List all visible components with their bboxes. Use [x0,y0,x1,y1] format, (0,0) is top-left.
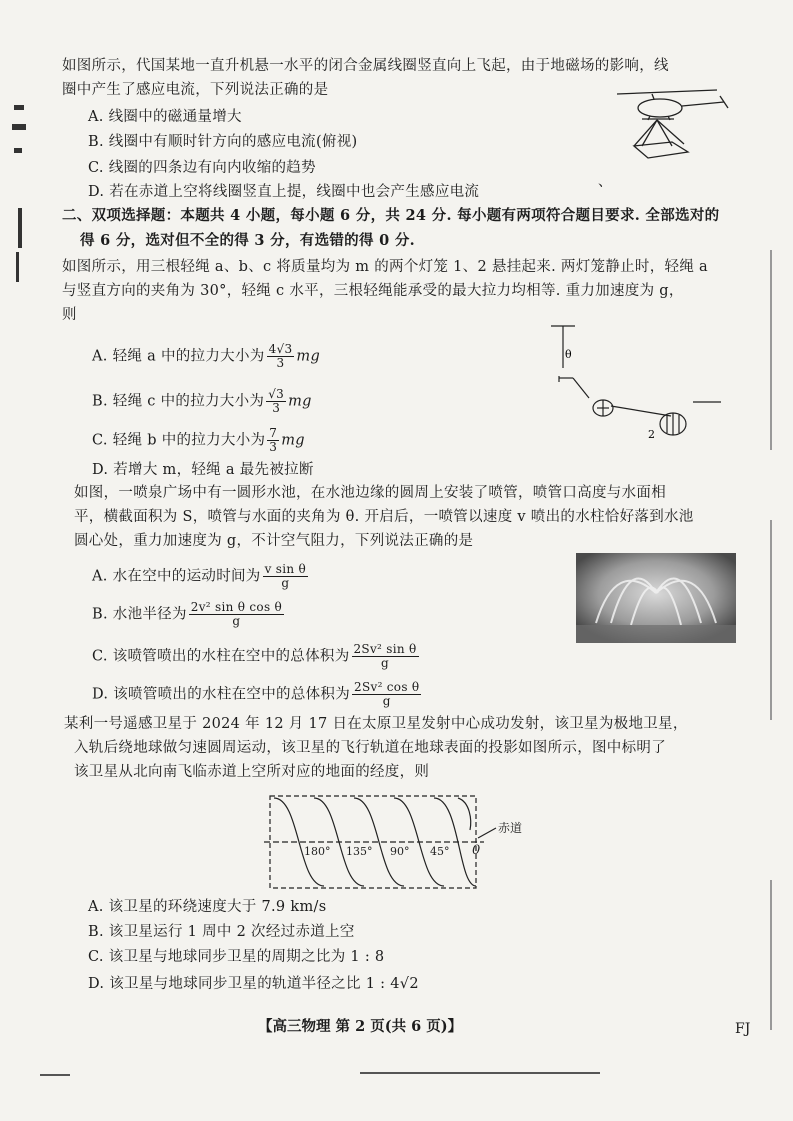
scan-mark [14,148,22,153]
q-fountain-option-b-text: B. 水池半径为 [92,606,187,623]
scan-mark [18,208,22,248]
q-lantern-option-d: D. 若增大 m，轻绳 a 最先被拉断 [92,462,314,478]
bottom-rule [360,1072,600,1074]
ground-track-label-90: 90° [390,845,410,858]
fraction-numerator: 4√3 [268,342,293,356]
fraction-numerator: 2Sv² sin θ [353,642,417,656]
fountain-photo [576,553,736,643]
fraction-denominator: 3 [269,440,278,454]
fraction [352,681,421,708]
ground-track-label-180: 180° [304,845,331,858]
q-lantern-option-a [92,343,320,370]
q-satellite-option-b: B. 该卫星运行 1 周中 2 次经过赤道上空 [88,924,355,940]
section2-header-line1: 二、双项选择题：本题共 4 小题，每小题 6 分，共 24 分. 每小题有两项符合题目要求. 全部选对的 [62,207,720,224]
fraction [267,427,279,454]
scan-mark [770,880,772,1030]
q-fountain-stem-line1: 如图，一喷泉广场中有一圆形水池，在水池边缘的圆周上安装了喷管，喷管口高度与水面相 [74,485,666,501]
q-lantern-option-b-unit: mg [288,393,312,410]
q-lantern-option-c-unit: mg [281,432,305,449]
q-satellite-stem-line2: 入轨后绕地球做匀速圆周运动，该卫星的飞行轨道在地球表面的投影如图所示，图中标明了 [74,740,666,756]
q-prev-option-a: A. 线圈中的磁通量增大 [88,109,242,125]
scan-mark [12,124,26,130]
q-fountain-stem-line3: 圆心处，重力加速度为 g，不计空气阻力，下列说法正确的是 [74,533,474,549]
q-lantern-stem-line1: 如图所示，用三根轻绳 a、b、c 将质量均为 m 的两个灯笼 1、2 悬挂起来. 两灯笼静止时，轻绳 a [62,259,708,275]
fraction-denominator: g [232,614,241,628]
section2-header-line2: 得 6 分，选对但不全的得 3 分，有选错的得 0 分. [80,232,416,249]
q-lantern-option-b [92,388,312,415]
q-lantern-option-a-text: A. 轻绳 a 中的拉力大小为 [92,348,265,365]
q-lantern-option-b-text: B. 轻绳 c 中的拉力大小为 [92,393,265,410]
q-prev-stem-line2: 圈中产生了感应电流，下列说法正确的是 [62,82,329,98]
equator-label: 赤道 [498,821,523,835]
q-satellite-option-c: C. 该卫星与地球同步卫星的周期之比为 1 : 8 [88,949,385,965]
fraction-denominator: g [281,576,290,590]
ground-track-label-135: 135° [346,845,373,858]
fraction-numerator: 2v² sin θ cos θ [190,600,283,614]
q-prev-option-c: C. 线圈的四条边有向内收缩的趋势 [88,160,316,176]
fraction-numerator: 7 [269,426,278,440]
q-fountain-option-c [92,643,421,670]
q-fountain-option-d [92,681,423,708]
lantern-theta-label: θ [565,348,572,361]
scan-mark [770,250,772,450]
scan-mark [16,252,19,282]
ground-track-label-45: 45° [430,845,450,858]
q-lantern-option-a-unit: mg [296,348,321,365]
q-lantern-stem-line3: 则 [62,307,77,323]
q-satellite-stem-line3: 该卫星从北向南飞临赤道上空所对应的地面的经度，则 [74,764,430,780]
fraction-denominator: g [382,694,391,708]
fraction [266,388,286,415]
fraction-denominator: 3 [272,401,281,415]
q-prev-option-d: D. 若在赤道上空将线圈竖直上提，线圈中也会产生感应电流 [88,184,480,200]
q-fountain-option-a-text: A. 水在空中的运动时间为 [92,568,261,585]
q-prev-stem-line1: 如图所示，代国某地一直升机悬一水平的闭合金属线圈竖直向上飞起，由于地磁场的影响，线 [62,58,669,74]
fraction-denominator: g [381,656,389,670]
q-lantern-option-c [92,427,305,454]
q-lantern-option-c-text: C. 轻绳 b 中的拉力大小为 [92,432,266,449]
lantern-2-label: 2 [648,428,655,441]
q-lantern-stem-line2: 与竖直方向的夹角为 30°，轻绳 c 水平，三根轻绳能承受的最大拉力均相等. 重力加速度为 g， [62,283,684,299]
fraction-numerator: √3 [268,387,285,401]
bottom-rule [40,1074,70,1076]
q-satellite-option-d: D. 该卫星与地球同步卫星的轨道半径之比 1 : 4√2 [88,976,419,992]
q-fountain-option-a [92,563,310,590]
corner-mark: FJ [735,1021,751,1037]
q-fountain-stem-line2: 平，横截面积为 S，喷管与水面的夹角为 θ. 开启后，一喷管以速度 v 喷出的水柱恰好落到水池 [74,509,694,525]
helicopter-coil-figure [612,86,742,181]
ground-track-label-0: 0 [472,843,481,858]
ground-track-figure [262,790,552,895]
scan-mark [770,520,772,720]
q-fountain-option-d-text: D. 该喷管喷出的水柱在空中的总体积为 [92,686,351,703]
fraction [352,643,419,670]
scan-speck: 、 [598,174,613,190]
fraction [263,563,308,590]
fraction [189,601,284,628]
scan-mark [14,105,24,110]
fraction-numerator: 2Sv² cos θ [354,680,420,694]
q-fountain-option-c-text: C. 该喷管喷出的水柱在空中的总体积为 [92,648,350,665]
fraction [267,343,295,370]
fraction-numerator: v sin θ [264,562,307,576]
q-satellite-stem-line1: 某利一号遥感卫星于 2024 年 12 月 17 日在太原卫星发射中心成功发射，该卫星为极地卫星， [64,716,688,732]
fraction-denominator: 3 [276,356,285,370]
lantern-figure [545,320,725,445]
q-prev-option-b: B. 线圈中有顺时针方向的感应电流(俯视) [88,134,358,150]
q-fountain-option-b [92,601,286,628]
q-satellite-option-a: A. 该卫星的环绕速度大于 7.9 km/s [88,899,327,915]
page-footer: 【高三物理 第 2 页(共 6 页)】 [258,1018,463,1035]
